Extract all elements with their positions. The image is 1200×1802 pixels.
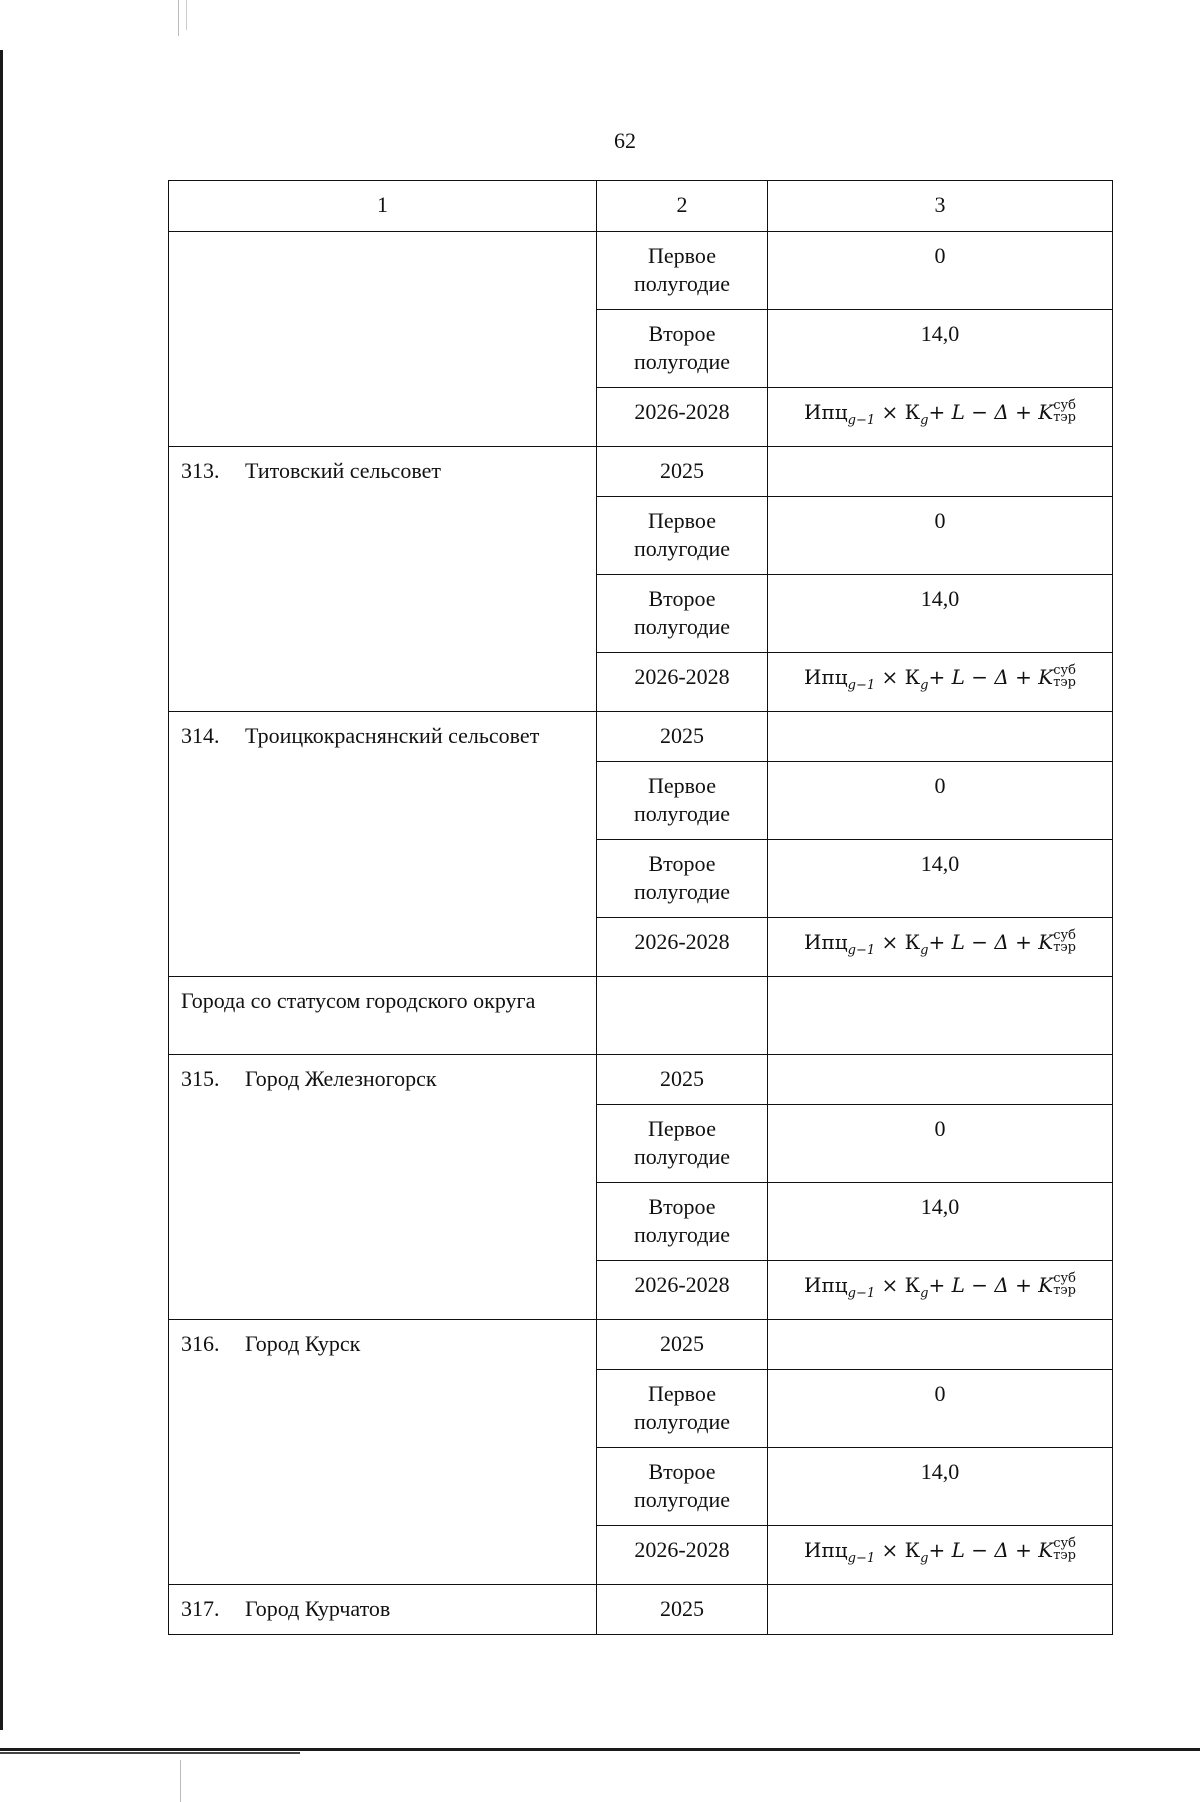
value-formula-cell xyxy=(768,388,1113,447)
entity-number: 316. xyxy=(181,1331,220,1356)
value-cell: 14,0 xyxy=(768,1183,1113,1261)
value-cell xyxy=(768,712,1113,762)
formula-base-sub: g−1 xyxy=(847,678,876,693)
entity-number: 315. xyxy=(181,1066,220,1091)
value-cell xyxy=(768,447,1113,497)
formula-k: К xyxy=(904,400,921,424)
entity-cell xyxy=(169,712,597,977)
formula-rest: + L − Δ + K xyxy=(928,930,1054,954)
value-formula-cell xyxy=(768,918,1113,977)
scan-bottom-edge-noise xyxy=(0,1752,300,1754)
formula-k2-scripts xyxy=(1053,397,1076,425)
formula-k2-sup: суб xyxy=(1053,662,1076,678)
formula-k2-sup: суб xyxy=(1053,927,1076,943)
period-cell: Первое полугодие xyxy=(597,1105,768,1183)
entity-cell xyxy=(169,447,597,712)
formula-base: Ипц xyxy=(804,1538,848,1562)
formula-k2-scripts xyxy=(1053,927,1076,955)
formula-k2-sub: тэр xyxy=(1053,409,1076,425)
period-cell: 2026-2028 xyxy=(597,1526,768,1585)
scan-left-edge xyxy=(0,50,3,1730)
formula-rest: + L − Δ + K xyxy=(928,1538,1054,1562)
formula-k-sub: g xyxy=(920,678,929,693)
table-row xyxy=(169,232,1113,310)
header-col-3: 3 xyxy=(768,181,1113,232)
entity-cell xyxy=(169,232,597,447)
table-row xyxy=(169,447,1113,497)
period-cell: Первое полугодие xyxy=(597,762,768,840)
formula-base-sub: g−1 xyxy=(847,943,876,958)
period-cell: Первое полугодие xyxy=(597,232,768,310)
tariff-table xyxy=(168,180,1113,1635)
value-cell: 14,0 xyxy=(768,840,1113,918)
formula-base: Ипц xyxy=(804,665,848,689)
value-cell: 0 xyxy=(768,497,1113,575)
table-row xyxy=(169,1320,1113,1370)
entity-number: 317. xyxy=(181,1596,220,1621)
period-cell: 2025 xyxy=(597,712,768,762)
value-cell: 0 xyxy=(768,762,1113,840)
price-formula xyxy=(804,1270,1076,1301)
period-cell: Второе полугодие xyxy=(597,1183,768,1261)
period-cell: 2026-2028 xyxy=(597,653,768,712)
value-cell: 0 xyxy=(768,1370,1113,1448)
entity-cell xyxy=(169,1585,597,1635)
scan-top-mark xyxy=(178,0,179,36)
header-col-2: 2 xyxy=(597,181,768,232)
period-cell: Первое полугодие xyxy=(597,497,768,575)
formula-k-sub: g xyxy=(920,1286,929,1301)
formula-base-sub: g−1 xyxy=(847,1551,876,1566)
section-title: Города со статусом городского округа xyxy=(169,977,597,1055)
price-formula xyxy=(804,397,1076,428)
formula-rest: + L − Δ + K xyxy=(928,1273,1054,1297)
value-cell: 0 xyxy=(768,232,1113,310)
entity-cell xyxy=(169,1055,597,1320)
formula-k: К xyxy=(904,1273,921,1297)
formula-k2-sub: тэр xyxy=(1053,1547,1076,1563)
formula-k2-sup: суб xyxy=(1053,1535,1076,1551)
period-cell: 2025 xyxy=(597,447,768,497)
formula-rest: + L − Δ + K xyxy=(928,665,1054,689)
formula-k-sub: g xyxy=(920,943,929,958)
formula-rest: + L − Δ + K xyxy=(928,400,1054,424)
value-cell xyxy=(768,1585,1113,1635)
table-row xyxy=(169,1585,1113,1635)
formula-k2-scripts xyxy=(1053,1535,1076,1563)
price-formula xyxy=(804,662,1076,693)
entity-name: Город Курчатов xyxy=(245,1596,391,1621)
period-cell: 2025 xyxy=(597,1585,768,1635)
empty-cell xyxy=(597,977,768,1055)
value-cell: 14,0 xyxy=(768,1448,1113,1526)
formula-k-sub: g xyxy=(920,413,929,428)
entity-number: 314. xyxy=(181,723,220,748)
formula-k: К xyxy=(904,665,921,689)
period-cell: Второе полугодие xyxy=(597,575,768,653)
formula-base: Ипц xyxy=(804,1273,848,1297)
period-cell: Второе полугодие xyxy=(597,310,768,388)
price-formula xyxy=(804,927,1076,958)
formula-k2-scripts xyxy=(1053,1270,1076,1298)
formula-k2-scripts xyxy=(1053,662,1076,690)
value-cell: 14,0 xyxy=(768,310,1113,388)
period-cell: Второе полугодие xyxy=(597,1448,768,1526)
formula-k: К xyxy=(904,930,921,954)
formula-k2-sup: суб xyxy=(1053,1270,1076,1286)
period-cell: Второе полугодие xyxy=(597,840,768,918)
formula-base-sub: g−1 xyxy=(847,1286,876,1301)
formula-times: × xyxy=(881,400,899,424)
entity-cell xyxy=(169,1320,597,1585)
formula-k-sub: g xyxy=(920,1551,929,1566)
scan-top-mark-2 xyxy=(186,0,187,30)
entity-name: Город Железногорск xyxy=(245,1066,437,1091)
value-formula-cell xyxy=(768,1526,1113,1585)
formula-base: Ипц xyxy=(804,930,848,954)
entity-number: 313. xyxy=(181,458,220,483)
period-cell: Первое полугодие xyxy=(597,1370,768,1448)
section-row xyxy=(169,977,1113,1055)
formula-k: К xyxy=(904,1538,921,1562)
period-cell: 2025 xyxy=(597,1320,768,1370)
scan-bottom-mark xyxy=(180,1760,181,1802)
empty-cell xyxy=(768,977,1113,1055)
formula-k2-sub: тэр xyxy=(1053,674,1076,690)
price-formula xyxy=(804,1535,1076,1566)
formula-base: Ипц xyxy=(804,400,848,424)
table-row xyxy=(169,712,1113,762)
formula-base-sub: g−1 xyxy=(847,413,876,428)
entity-name: Город Курск xyxy=(245,1331,361,1356)
value-cell xyxy=(768,1055,1113,1105)
formula-times: × xyxy=(881,930,899,954)
period-cell: 2025 xyxy=(597,1055,768,1105)
scan-bottom-edge xyxy=(0,1748,1200,1751)
period-cell: 2026-2028 xyxy=(597,388,768,447)
formula-k2-sub: тэр xyxy=(1053,1282,1076,1298)
value-formula-cell xyxy=(768,1261,1113,1320)
entity-name: Титовский сельсовет xyxy=(245,458,441,483)
formula-k2-sup: суб xyxy=(1053,397,1076,413)
period-cell: 2026-2028 xyxy=(597,918,768,977)
period-cell: 2026-2028 xyxy=(597,1261,768,1320)
value-cell: 14,0 xyxy=(768,575,1113,653)
formula-k2-sub: тэр xyxy=(1053,939,1076,955)
formula-times: × xyxy=(881,1273,899,1297)
formula-times: × xyxy=(881,1538,899,1562)
formula-times: × xyxy=(881,665,899,689)
header-col-1: 1 xyxy=(169,181,597,232)
value-cell: 0 xyxy=(768,1105,1113,1183)
table-row xyxy=(169,1055,1113,1105)
page-number: 62 xyxy=(614,128,636,153)
value-formula-cell xyxy=(768,653,1113,712)
entity-name: Троицкокраснянский сельсовет xyxy=(245,723,540,748)
value-cell xyxy=(768,1320,1113,1370)
table-header-row xyxy=(169,181,1113,232)
